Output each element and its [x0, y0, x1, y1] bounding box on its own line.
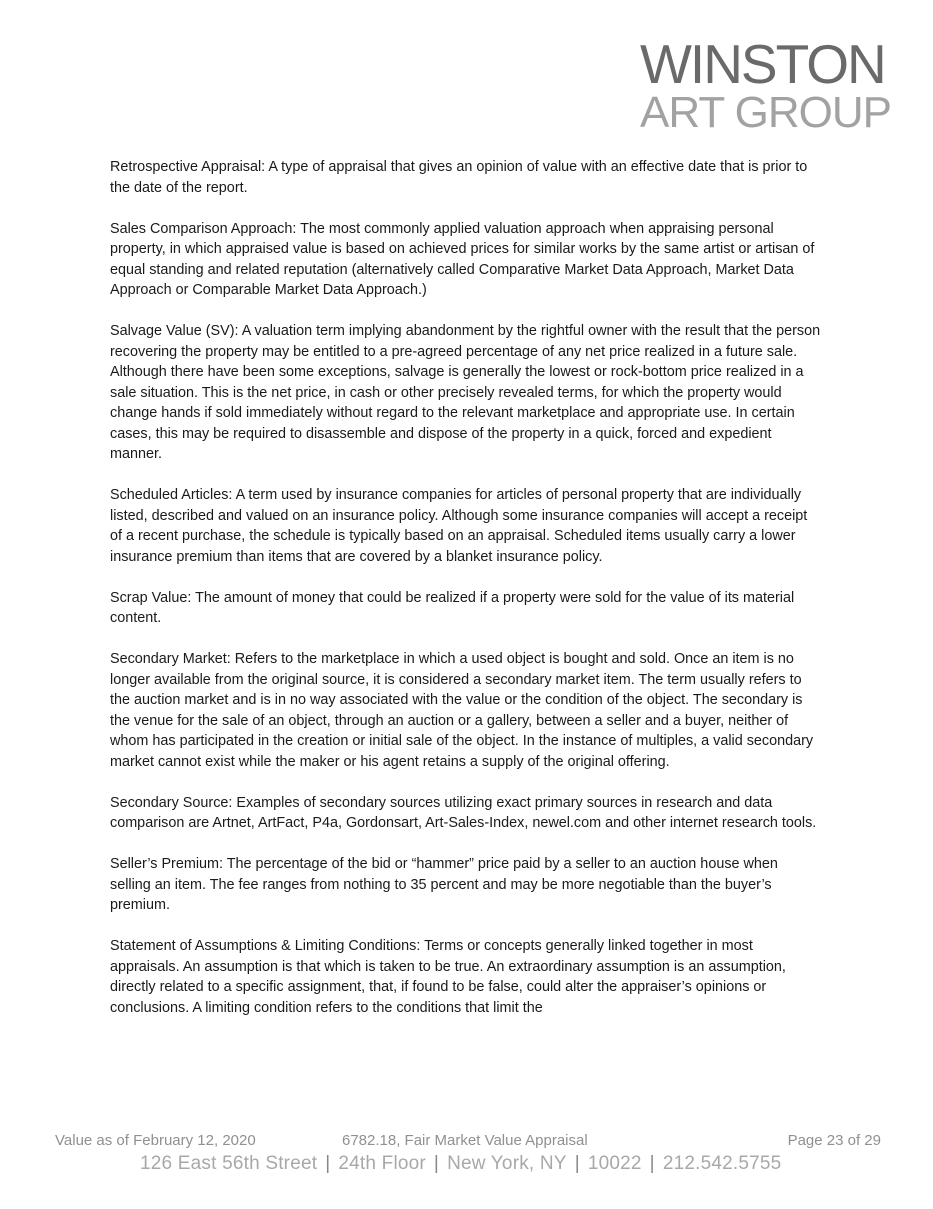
paragraph-secondary-source: Secondary Source: Examples of secondary sources utilizing exact primary sources in research and data comparison are Artnet, ArtFact, P4a, Gordonsart, Art-Sales-Index, newel.com and other internet research tools.	[110, 794, 817, 831]
footer-value-date: Value as of February 12, 2020	[55, 1132, 256, 1149]
address-floor: 24th Floor	[338, 1153, 426, 1174]
company-logo	[640, 33, 891, 140]
address-separator: |	[649, 1153, 655, 1174]
footer-info-line	[55, 1132, 881, 1152]
paragraph-secondary-market: Secondary Market: Refers to the marketplace in which a used object is bought and sold. Once an item is no longer available from the original source, it is considered a secondary market item. The term usually refers to the auction market and is in no way associated with the value or the condition of the object. The secondary is the venue for the sale of an object, through an auction or a gallery, between a seller and a buyer, neither of whom has participated in the creation or initial sale of the object. In the instance of multiples, a valid secondary market cannot exist while the maker or his agent retains a supply of the original offering.	[110, 651, 814, 770]
logo-line-art-group: ART GROUP	[640, 88, 891, 137]
address-city: New York, NY	[447, 1153, 567, 1174]
address-separator: |	[574, 1153, 580, 1174]
footer-page-number: Page 23 of 29	[787, 1132, 881, 1149]
address-separator: |	[325, 1153, 331, 1174]
paragraph-scheduled-articles: Scheduled Articles: A term used by insurance companies for articles of personal property that are individually listed, described and valued on an insurance policy. Although some insurance companies will accept a receipt of a recent purchase, the schedule is typically based on an appraisal. Scheduled items usually carry a lower insurance premium than items that are covered by a blanket insurance policy.	[110, 487, 808, 565]
footer-report-id: 6782.18, Fair Market Value Appraisal	[342, 1132, 588, 1149]
paragraph-salvage-value: Salvage Value (SV): A valuation term implying abandonment by the rightful owner with the result that the person recovering the property may be entitled to a pre-agreed percentage of any net price realized in a future sale. Although there have been some exceptions, salvage is generally the lowest or rock-bottom price realized in a sale situation. This is the net price, in cash or other precisely revealed terms, for which the property would change hands if sold immediately without regard to the relevant marketplace and appropriate use. In certain cases, this may be required to disassemble and dispose of the property in a quick, forced and expedient manner.	[110, 323, 821, 462]
address-street: 126 East 56th Street	[140, 1153, 318, 1174]
footer-address	[140, 1153, 800, 1177]
logo-line-winston: WINSTON	[640, 33, 885, 95]
address-phone: 212.542.5755	[662, 1153, 782, 1174]
glossary-body	[110, 157, 822, 1039]
address-separator: |	[433, 1153, 440, 1174]
paragraph-statement-of-assumptions: Statement of Assumptions & Limiting Conditions: Terms or concepts generally linked together in most appraisals. An assumption is that which is taken to be true. An extraordinary assumption is an assumption, directly related to a specific assignment, that, if found to be false, could alter the appraiser’s opinions or conclusions. A limiting condition refers to the conditions that limit the	[110, 938, 786, 1016]
address-zip: 10022	[587, 1153, 642, 1174]
paragraph-sales-comparison-approach: Sales Comparison Approach: The most commonly applied valuation approach when appraising personal property, in which appraised value is based on achieved prices for similar works by the same artist or artisan of equal standing and related reputation (alternatively called Comparative Market Data Approach, Market Data Approach or Comparable Market Data Approach.)	[110, 220, 815, 298]
paragraph-retrospective-appraisal: Retrospective Appraisal: A type of appraisal that gives an opinion of value with an effective date that is prior to the date of the report.	[110, 159, 808, 196]
paragraph-scrap-value: Scrap Value: The amount of money that could be realized if a property were sold for the value of its material content.	[110, 589, 795, 626]
paragraph-sellers-premium: Seller’s Premium: The percentage of the bid or “hammer” price paid by a seller to an auction house when selling an item. The fee ranges from nothing to 35 percent and may be more negotiable than the buyer’s premium.	[110, 856, 778, 913]
